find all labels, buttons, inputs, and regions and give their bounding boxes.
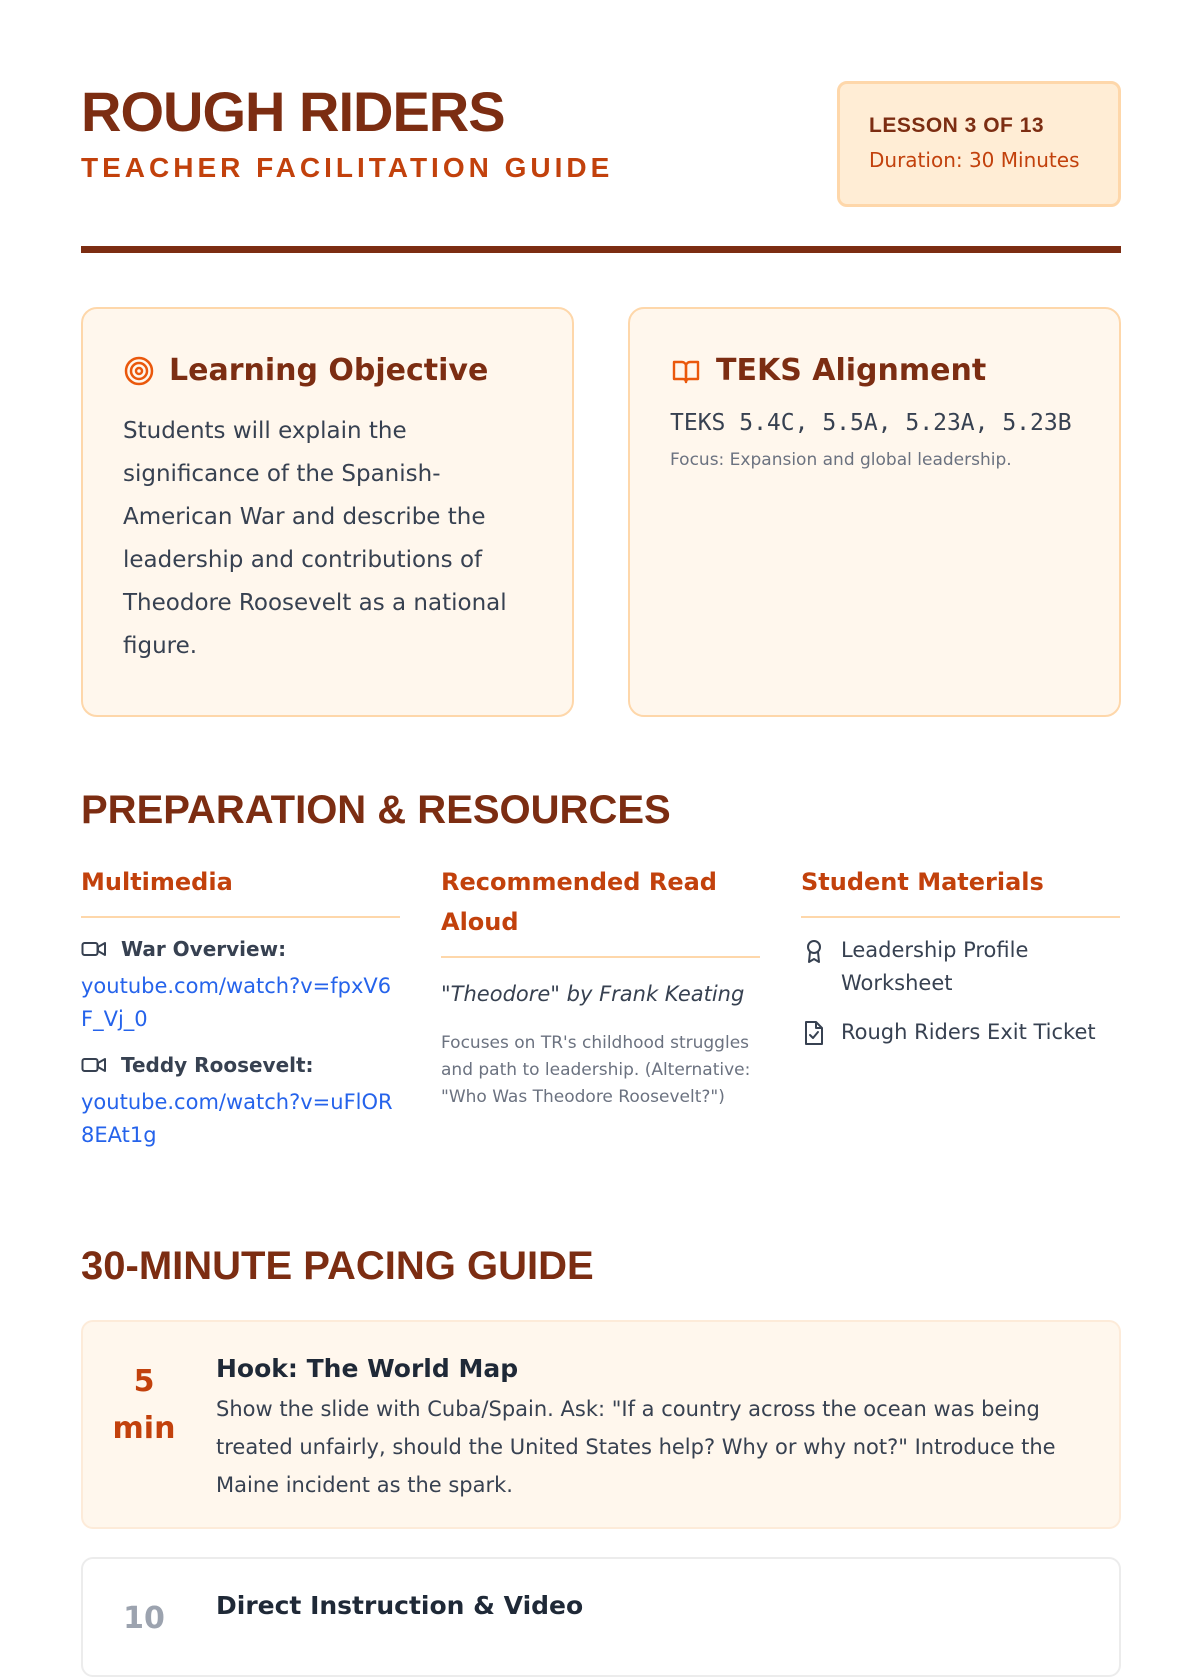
material-item: [801, 1016, 1120, 1049]
pacing-step-time: 5 min: [112, 1364, 176, 1446]
teks-alignment-title: TEKS Alignment: [716, 353, 987, 388]
resources-section-title: PREPARATION & RESOURCES: [81, 788, 671, 832]
read-aloud-heading: Recommended Read Aloud: [441, 862, 760, 958]
teks-standards: TEKS 5.4C, 5.5A, 5.23A, 5.23B: [670, 410, 1072, 436]
pacing-step: [81, 1557, 1121, 1677]
pacing-step-time: 10: [123, 1601, 165, 1636]
multimedia-item-label: War Overview:: [121, 937, 287, 961]
learning-objective-text: Students will explain the significance of the Spanish-American War and describe the leadership and contributions of Theodore Roosevelt as a national figure.: [123, 418, 507, 659]
pacing-step-title: Direct Instruction & Video: [216, 1591, 584, 1620]
multimedia-item-label: Teddy Roosevelt:: [121, 1053, 314, 1077]
page-subtitle: TEACHER FACILITATION GUIDE: [81, 152, 614, 183]
header-divider: [81, 246, 1121, 253]
read-aloud-note: Focuses on TR's childhood struggles and path to leadership. (Alternative: "Who Was Theodore Roosevelt?"): [441, 1033, 751, 1107]
read-aloud-column: [441, 862, 760, 1111]
teks-alignment-card: [628, 307, 1121, 717]
pacing-step-description: Show the slide with Cuba/Spain. Ask: "If a country across the ocean was being treated unfairly, should the United States help? Why or why not?" Introduce the Maine incident as the spark.: [216, 1397, 1056, 1497]
pacing-section-title: 30-MINUTE PACING GUIDE: [81, 1244, 594, 1288]
teks-focus: Focus: Expansion and global leadership.: [670, 450, 1012, 470]
award-icon: [801, 938, 827, 964]
multimedia-column: [81, 862, 400, 1152]
book-open-icon: [670, 355, 702, 387]
student-materials-heading: Student Materials: [801, 862, 1120, 918]
lesson-number: LESSON 3 OF 13: [869, 114, 1045, 137]
lesson-info-box: [837, 81, 1121, 207]
multimedia-item: [81, 1050, 400, 1152]
video-icon: [81, 938, 107, 960]
pacing-step: [81, 1320, 1121, 1529]
pacing-step-title: Hook: The World Map: [216, 1354, 519, 1383]
material-item-label: Leadership Profile Worksheet: [841, 938, 1029, 995]
material-item-label: Rough Riders Exit Ticket: [841, 1020, 1096, 1044]
teks-alignment-header: [670, 353, 1079, 388]
file-check-icon: [801, 1020, 827, 1046]
target-icon: [123, 355, 155, 387]
material-item: [801, 934, 1120, 1000]
teddy-roosevelt-link[interactable]: youtube.com/watch?v=uFlOR8EAt1g: [81, 1090, 393, 1147]
learning-objective-card: [81, 307, 574, 717]
learning-objective-header: [123, 353, 532, 388]
student-materials-column: [801, 862, 1120, 1049]
lesson-duration: Duration: 30 Minutes: [869, 148, 1080, 172]
page-title: ROUGH RIDERS: [81, 80, 505, 143]
multimedia-heading: Multimedia: [81, 862, 400, 918]
multimedia-item: [81, 934, 400, 1036]
war-overview-link[interactable]: youtube.com/watch?v=fpxV6F_Vj_0: [81, 974, 392, 1031]
video-icon: [81, 1054, 107, 1076]
read-aloud-book: "Theodore" by Frank Keating: [441, 982, 745, 1006]
learning-objective-title: Learning Objective: [169, 353, 489, 388]
